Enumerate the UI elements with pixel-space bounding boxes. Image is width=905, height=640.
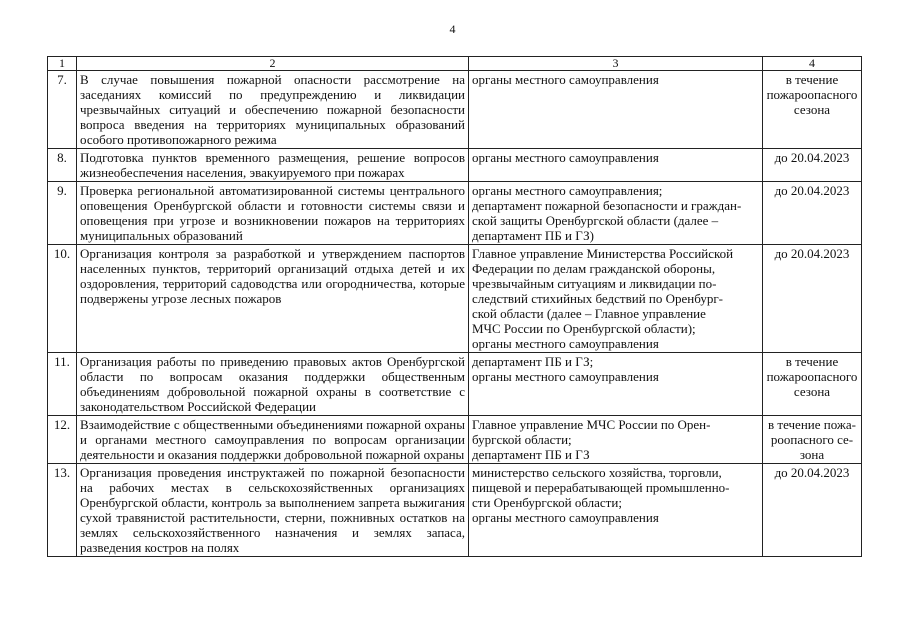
term-line: до 20.04.2023 — [774, 246, 850, 261]
term-cell — [763, 71, 862, 149]
term-line: пожароопасного — [766, 369, 858, 384]
term-cell — [763, 245, 862, 353]
responsible-line: следствий стихийных бедствий по Оренбург- — [472, 291, 723, 306]
term-line: роопасного се- — [770, 432, 854, 447]
table-row — [48, 416, 862, 464]
term-cell — [763, 464, 862, 557]
term-line: сезона — [793, 102, 831, 117]
task-text: Взаимодействие с общественными объединениями пожарной охраны и органами местного самоуправления по вопросам организации деятельности и оказания поддержки добровольной пожарной охраны — [80, 417, 465, 462]
table-row — [48, 353, 862, 416]
term-line: до 20.04.2023 — [774, 183, 850, 198]
task-text: В случае повышения пожарной опасности рассмотрение на заседаниях комиссий по предупреждению и ликвидации чрезвычайных ситуаций и обеспечению пожарной безопасности вопроса введения на территориях муниципальных образований особого противопожарного режима — [80, 72, 465, 147]
table-row — [48, 71, 862, 149]
row-number: 11. — [48, 353, 77, 416]
table-header-row — [48, 57, 862, 71]
term-cell — [763, 416, 862, 464]
responsible-cell — [469, 245, 763, 353]
table-row — [48, 464, 862, 557]
term-line: зона — [799, 447, 825, 462]
responsible-line: сти Оренбургской области; — [472, 495, 622, 510]
row-number: 12. — [48, 416, 77, 464]
table-row — [48, 245, 862, 353]
task-text: Проверка региональной автоматизированной системы центрального оповещения Оренбургской области и готовности системы связи и оповещения при угрозе и возникновении пожаров на территориях муниципальных образований — [80, 183, 465, 243]
task-cell — [77, 353, 469, 416]
term-line: в течение — [785, 354, 839, 369]
responsible-line: ской области (далее – Главное управление — [472, 306, 706, 321]
task-text: Организация работы по приведению правовых актов Оренбургской области по вопросам оказания поддержки общественным объединениям добровольной пожарной охраны в соответствие с законодательством Российской Федерации — [80, 354, 465, 414]
responsible-line: органы местного самоуправления — [472, 72, 659, 87]
task-cell — [77, 464, 469, 557]
responsible-line: пищевой и перерабатывающей промышленно- — [472, 480, 730, 495]
responsible-line: органы местного самоуправления — [472, 510, 659, 525]
task-cell — [77, 416, 469, 464]
responsible-line: Федерации по делам гражданской обороны, — [472, 261, 716, 276]
term-line: до 20.04.2023 — [774, 150, 850, 165]
responsible-cell — [469, 464, 763, 557]
responsible-line: департамент пожарной безопасности и граждан- — [472, 198, 742, 213]
term-cell — [763, 182, 862, 245]
responsible-cell — [469, 149, 763, 182]
responsible-cell — [469, 182, 763, 245]
responsible-line: министерство сельского хозяйства, торговли, — [472, 465, 722, 480]
task-text: Организация контроля за разработкой и утверждением паспортов населенных пунктов, территорий организаций отдыха детей и их оздоровления, территорий садоводства или огородничества, которые подвержены угрозе лесных пожаров — [80, 246, 465, 306]
responsible-line: ской защиты Оренбургской области (далее – — [472, 213, 719, 228]
responsible-line: департамент ПБ и ГЗ) — [472, 228, 594, 243]
term-line: сезона — [793, 384, 831, 399]
row-number: 10. — [48, 245, 77, 353]
term-cell — [763, 353, 862, 416]
task-cell — [77, 149, 469, 182]
responsible-line: департамент ПБ и ГЗ; — [472, 354, 594, 369]
column-header-responsible: 3 — [469, 57, 763, 71]
task-cell — [77, 182, 469, 245]
responsible-cell — [469, 71, 763, 149]
row-number: 7. — [48, 71, 77, 149]
responsible-line: чрезвычайным ситуациям и ликвидации по- — [472, 276, 717, 291]
column-header-term: 4 — [763, 57, 862, 71]
term-cell — [763, 149, 862, 182]
term-line: в течение — [785, 72, 839, 87]
task-text: Подготовка пунктов временного размещения, решение вопросов жизнеобеспечения населения, эвакуируемого при пожарах — [80, 150, 465, 180]
responsible-line: Главное управление МЧС России по Орен- — [472, 417, 711, 432]
responsible-line: органы местного самоуправления; — [472, 183, 663, 198]
row-number: 9. — [48, 182, 77, 245]
responsible-line: Главное управление Министерства Российской — [472, 246, 734, 261]
task-cell — [77, 71, 469, 149]
responsible-line: МЧС России по Оренбургской области); — [472, 321, 696, 336]
responsible-line: органы местного самоуправления — [472, 369, 659, 384]
row-number: 8. — [48, 149, 77, 182]
row-number: 13. — [48, 464, 77, 557]
term-line: в течение пожа- — [768, 417, 856, 432]
responsible-line: органы местного самоуправления — [472, 150, 659, 165]
measures-table — [47, 56, 862, 557]
task-cell — [77, 245, 469, 353]
table-row — [48, 182, 862, 245]
responsible-cell — [469, 416, 763, 464]
page-number: 4 — [449, 22, 456, 36]
responsible-line: департамент ПБ и ГЗ — [472, 447, 590, 462]
table-row — [48, 149, 862, 182]
column-header-number: 1 — [48, 57, 77, 71]
responsible-cell — [469, 353, 763, 416]
responsible-line: органы местного самоуправления — [472, 336, 659, 351]
term-line: пожароопасного — [766, 87, 858, 102]
task-text: Организация проведения инструктажей по пожарной безопасности на рабочих местах в сельскохозяйственных организациях Оренбургской области, контроль за выполнением запрета выжигания сухой травянистой растительности, стерни, пожнивных остатков на землях сельскохозяйственного назначения и землях запаса, разведения костров на полях — [80, 465, 465, 555]
column-header-task: 2 — [77, 57, 469, 71]
term-line: до 20.04.2023 — [774, 465, 850, 480]
responsible-line: бургской области; — [472, 432, 572, 447]
